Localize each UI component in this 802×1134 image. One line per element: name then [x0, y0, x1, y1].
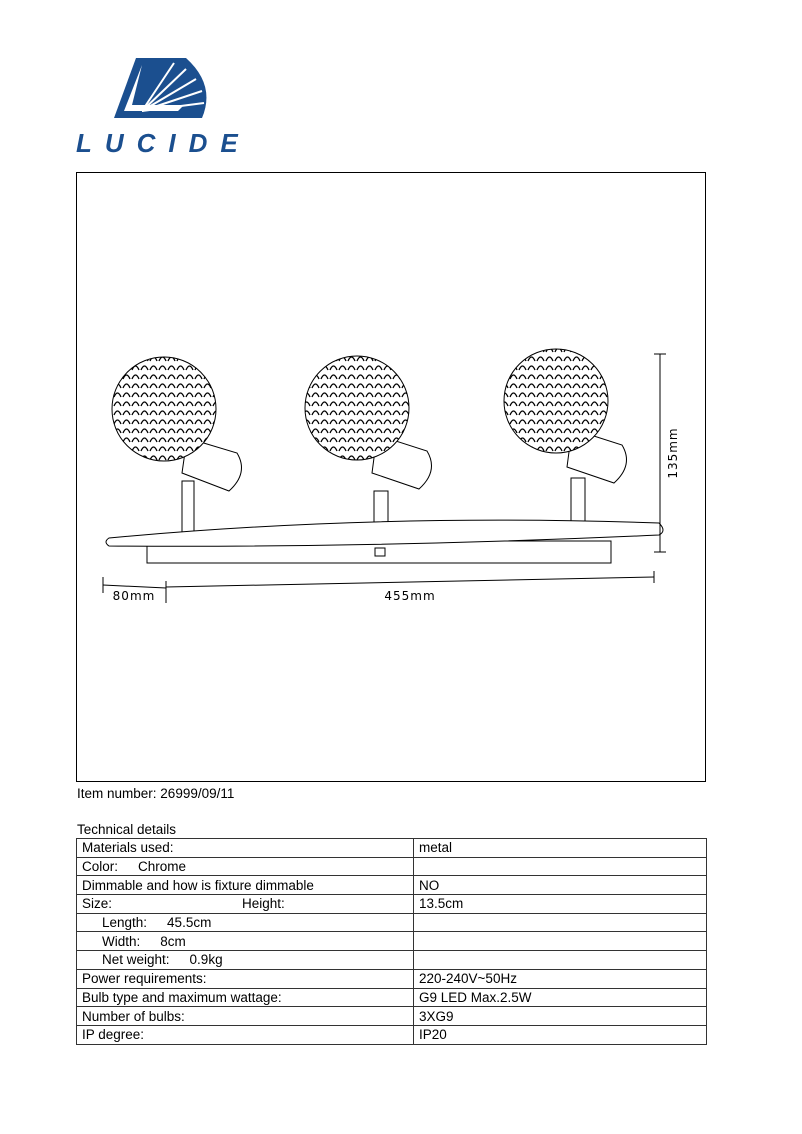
item-number-value: 26999/09/11 — [160, 786, 235, 801]
row-label: IP degree: — [82, 1027, 145, 1043]
table-row — [77, 1025, 707, 1044]
row-label: Color: — [82, 859, 119, 875]
row-inline-value: 45.5cm — [167, 915, 212, 931]
lamp-head-3 — [504, 349, 627, 530]
row-value: NO — [414, 876, 707, 895]
row-label: Power requirements: — [82, 971, 207, 987]
table-row — [77, 969, 707, 988]
table-row — [77, 1007, 707, 1026]
row-value: G9 LED Max.2.5W — [414, 988, 707, 1007]
row-label: Size: — [82, 896, 113, 912]
row-value: metal — [414, 839, 707, 858]
item-number — [77, 786, 234, 801]
row-inline-value: 0.9kg — [189, 952, 223, 968]
row-value: 3XG9 — [414, 1007, 707, 1026]
row-inline-value: 8cm — [160, 933, 186, 949]
row-label: Width: — [102, 933, 141, 949]
table-row — [77, 988, 707, 1007]
height-dimension-label: 135mm — [666, 427, 680, 479]
length-dimension-label: 455mm — [384, 589, 436, 603]
table-row — [77, 895, 707, 914]
technical-details-title: Technical details — [77, 822, 177, 837]
table-row — [77, 932, 707, 951]
row-label: Number of bulbs: — [82, 1008, 185, 1024]
row-label: Net weight: — [102, 952, 170, 968]
item-number-label: Item number: — [77, 786, 157, 801]
table-row — [77, 913, 707, 932]
row-value — [414, 913, 707, 932]
row-value: IP20 — [414, 1025, 707, 1044]
row-value: 220-240V~50Hz — [414, 969, 707, 988]
row-inline-value: Chrome — [138, 859, 187, 875]
row-label: Bulb type and maximum wattage: — [82, 989, 282, 1005]
logo-text: LUCIDE — [76, 128, 251, 158]
row-inline-label: Height: — [242, 896, 285, 912]
table-row — [77, 876, 707, 895]
table-row — [77, 951, 707, 970]
technical-details-table — [76, 838, 707, 1045]
table-row — [77, 839, 707, 858]
row-label: Materials used: — [82, 840, 174, 856]
row-value: 13.5cm — [414, 895, 707, 914]
row-value — [414, 932, 707, 951]
lamp-head-1 — [112, 357, 242, 537]
product-drawing — [76, 172, 706, 782]
row-label: Dimmable and how is fixture dimmable — [82, 877, 314, 893]
row-value — [414, 951, 707, 970]
row-value — [414, 857, 707, 876]
row-label: Length: — [102, 915, 148, 931]
width-dimension-label: 80mm — [112, 589, 156, 603]
table-row — [77, 857, 707, 876]
lamp-head-2 — [305, 356, 432, 537]
